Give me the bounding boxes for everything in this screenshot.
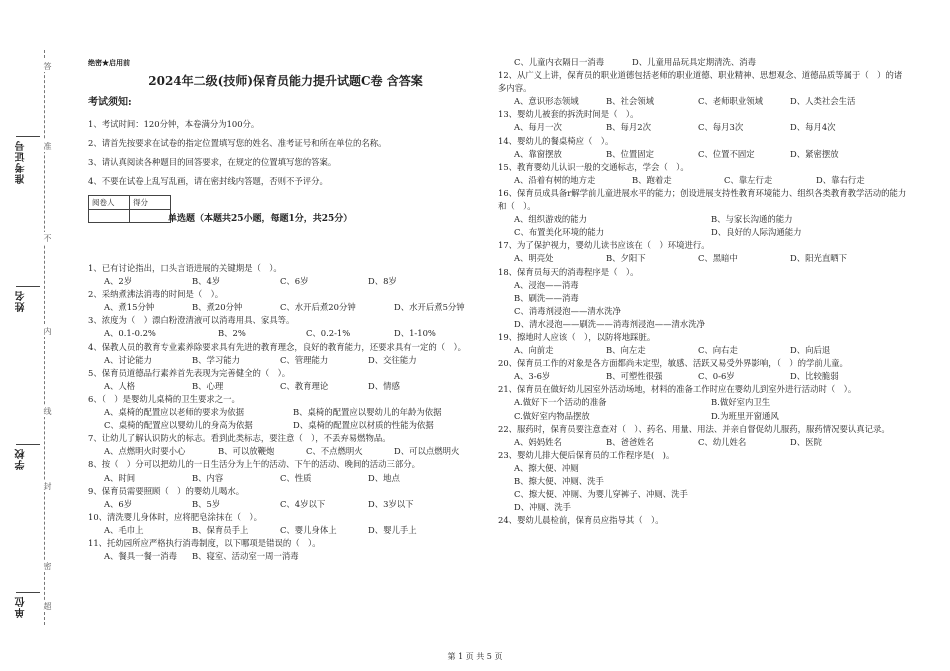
answer-option[interactable]: D、清水浸泡——刷洗——消毒剂浸泡——清水洗净 [514,318,705,329]
answer-option[interactable]: D、紧密摆放 [790,148,839,159]
answer-option[interactable]: A、明亮处 [514,253,554,264]
notice-heading: 考试须知: [88,97,132,109]
answer-option[interactable]: D、情感 [368,380,400,391]
exam-number-blank [16,136,40,137]
left-questions [88,262,483,563]
answer-option[interactable]: D、冲厕、洗手 [514,502,571,513]
answer-option[interactable]: D、医院 [790,436,822,447]
seal-char: 封 [43,482,52,490]
option-row [498,56,908,69]
score-input[interactable] [130,210,171,223]
score-box [88,195,171,223]
answer-option[interactable]: D、比较脆弱 [790,371,839,382]
seal-char: 密 [43,562,52,570]
notice-item: 1、考试时间：120分钟，本卷满分为100分。 [88,119,260,130]
name-label: 姓名 [16,290,27,312]
school-blank [16,444,40,445]
option-row [498,436,908,449]
question-stem: 15、教育婴幼儿认识一般的交通标志，学会（ ）。 [498,161,689,172]
notice-item: 4、不要在试卷上乱写乱画，请在密封线内答题，否则不予评分。 [88,176,328,187]
answer-option[interactable]: C、婴儿身体上 [280,524,337,535]
option-row [88,380,483,393]
option-row [88,327,483,340]
answer-option[interactable]: A、6岁 [104,498,133,509]
page-footer: 第 1 页 共 5 页 [447,652,503,661]
answer-option[interactable]: C、0-6岁 [698,371,735,382]
answer-option[interactable]: B、向左走 [606,345,646,356]
answer-option[interactable]: B、可以放鞭炮 [218,446,275,457]
answer-option[interactable]: B、爸爸姓名 [606,436,655,447]
question-stem: 6、（ ）是婴幼儿桌椅的卫生要求之一。 [88,393,240,404]
answer-option[interactable]: D、婴儿手上 [368,524,417,535]
answer-option[interactable]: C、靠左行走 [724,174,773,185]
answer-option[interactable]: A、毛巾上 [104,524,144,535]
answer-option[interactable]: C.做好室内物品摆放 [514,410,590,421]
answer-option[interactable]: D、交往能力 [368,354,417,365]
answer-option[interactable]: C、消毒剂浸泡——清水洗净 [514,305,621,316]
answer-option[interactable]: C、每月3次 [698,122,744,133]
answer-option[interactable]: D、桌椅的配置应以材质的性能为依据 [293,420,434,431]
answer-option[interactable]: B、桌椅的配置应以婴幼儿的年龄为依据 [293,407,442,418]
answer-option[interactable]: C、水开后煮20分钟 [280,302,356,313]
answer-option[interactable]: A.做好下一个活动的准备 [514,397,607,408]
answer-option[interactable]: A、擦大便、冲厕 [514,462,579,473]
question-stem: 8、按（ ）分可以把幼儿的一日生活分为上午的活动、下午的活动、晚间的活动三部分。 [88,459,420,470]
option-row [498,396,908,409]
question-stem: 1、已有讨论指出，口头言语进展的关键期是（ ）。 [88,263,282,273]
answer-option[interactable]: B、社会领域 [606,96,655,107]
answer-option[interactable]: D、1-10% [394,328,436,339]
answer-option[interactable]: B、与家长沟通的能力 [711,214,793,225]
question-stem: 23、婴幼儿排大便后保育员的工作程序是( )。 [498,449,675,460]
answer-option[interactable]: C、擦大便、冲厕、为婴儿穿裤子、冲厕、洗手 [514,489,688,500]
answer-option[interactable]: C、4岁以下 [280,498,326,509]
option-row [88,406,483,419]
question-stem: 7、让幼儿了解认识防火的标志。看到此类标志，要注意（ ），不丢弃易燃物品。 [88,433,391,444]
answer-option[interactable]: D、水开后煮5分钟 [394,302,465,313]
question-stem: 24、婴幼儿晨检前，保育员应指导其（ ）。 [498,515,664,526]
option-row [498,370,908,383]
question-stem: 21、保育员在做好幼儿园室外活动场地，材料的准备工作时应在婴幼儿到室外进行活动时（ ）。 [498,384,857,395]
answer-option[interactable]: C、位置不固定 [698,148,755,159]
question-stem: 11、托幼园所应严格执行消毒制度，以下哪项是错误的（ ）。 [88,537,321,548]
question-stem: 17、为了保护视力，婴幼儿读书应该在（ ）环境进行。 [498,240,710,251]
question-stem: 4、保教人员的教育专业素养除要求具有先进的教育理念，良好的教育能力，还要求具有一定的（ ）。 [88,341,467,352]
answer-option[interactable]: A、时间 [104,472,136,483]
option-row [88,445,483,458]
unit-label: 单位 [16,596,27,618]
answer-option[interactable]: A、餐具一餐一消毒 [104,551,178,562]
answer-option[interactable]: D、可以点燃明火 [394,446,460,457]
question-stem: 13、婴幼儿被套的拆洗时间是（ ）。 [498,109,639,120]
answer-option[interactable]: D、良好的人际沟通能力 [711,227,802,238]
question-stem: 16、保育员成具备r解学前儿童进展水平的能力；创设进展支持性教育环境能力、组织各类教育教学活动的能力和（ ）。 [498,187,907,212]
option-row [498,410,908,423]
answer-option[interactable]: A、讨论能力 [104,354,152,365]
option-row [498,252,908,265]
answer-option[interactable]: C、0.2-1% [306,328,351,339]
answer-option[interactable]: D、儿童用品玩具定期清洗、消毒 [632,57,756,67]
seal-sidebar [0,0,60,671]
answer-option[interactable]: B、夕阳下 [606,253,646,264]
seal-char: 内 [43,327,52,335]
answer-option[interactable]: C、性质 [280,472,312,483]
answer-option[interactable]: C、教育理论 [280,380,329,391]
question-stem: 14、婴幼儿的餐桌椅应（ ）。 [498,135,614,146]
option-row [498,226,908,239]
question-stem: 3、浓度为（ ）漂白粉澄清液可以消毒用具、家具等。 [88,315,295,326]
section-title: 单选题（本题共25小题，每题1分，共25分） [168,214,353,224]
exam-number-label: 准考证号 [16,140,27,184]
answer-option[interactable]: B、内容 [192,472,224,483]
answer-option[interactable]: B、寝室、活动室一周一消毒 [192,551,299,562]
answer-option[interactable]: A、桌椅的配置应以老师的要求为依据 [104,407,245,418]
option-row [88,472,483,485]
answer-option[interactable]: C、幼儿姓名 [698,436,747,447]
answer-option[interactable]: B、5岁 [192,498,221,509]
option-row [498,121,908,134]
answer-option[interactable]: B、心理 [192,380,224,391]
notice-item: 2、请首先按要求在试卷的指定位置填写您的姓名、准考证号和所在单位的名称。 [88,138,387,149]
answer-option[interactable]: B、保育员手上 [192,524,249,535]
answer-option[interactable]: B、每月2次 [606,122,651,133]
name-blank [16,286,40,287]
question-stem: 19、擦地时人应该（ ），以防将地踩脏。 [498,331,656,342]
answer-option[interactable]: D、靠右行走 [816,174,865,185]
answer-option[interactable]: A、3-6岁 [514,371,551,382]
option-row [498,148,908,161]
answer-option[interactable]: A、0.1-0.2% [104,328,156,339]
answer-option[interactable]: D、每月4次 [790,122,836,133]
answer-option[interactable]: A、每月一次 [514,122,562,133]
option-row [88,301,483,314]
option-row [498,213,908,226]
answer-option[interactable]: B、2% [218,328,246,339]
seal-char: 超 [43,602,52,610]
left-column [88,56,483,223]
answer-option[interactable]: D、3岁以下 [368,498,414,509]
answer-option[interactable]: B、擦大便、冲厕、洗手 [514,476,604,486]
answer-option[interactable]: A、意识形态领域 [514,96,579,107]
answer-option[interactable]: D、人类社会生活 [790,96,856,107]
answer-option[interactable]: C、桌椅的配置应以婴幼儿的身高为依据 [104,420,253,431]
answer-option[interactable]: A、煮15分钟 [104,302,155,313]
seal-char: 答 [43,62,52,70]
option-row [88,550,483,563]
answer-option[interactable]: D、地点 [368,472,400,483]
question-stem: 22、服药时，保育员要注意查对（ ）、药名、用量、用法、并亲自督促幼儿服药，服药情况要认真记录。 [498,423,890,434]
answer-option[interactable]: A、2岁 [104,276,133,287]
answer-option[interactable]: C、布置美化环境的能力 [514,227,605,238]
unit-blank [16,592,40,593]
seal-char: 准 [43,142,52,150]
answer-option[interactable]: A、点燃明火时要小心 [104,446,186,457]
answer-option[interactable]: C、管理能力 [280,354,329,365]
answer-option[interactable]: A、妈妈姓名 [514,436,562,447]
question-stem: 18、保育员每天的消毒程序是（ ）。 [498,266,639,277]
option-row [88,354,483,367]
answer-option[interactable]: C、黑暗中 [698,253,738,264]
option-row [88,524,483,537]
answer-option[interactable]: B、位置固定 [606,148,655,159]
option-row [498,344,908,357]
right-questions [498,56,908,527]
answer-option[interactable]: C、儿童内衣隔日一消毒 [514,57,605,67]
exam-title: 2024年二级(技师)保育员能力提升试题C卷 含答案 [148,74,423,89]
confidential-mark: 绝密★启用前 [88,58,130,67]
seal-char: 线 [43,407,52,415]
question-stem: 2、采纳煮沸法消毒的时间是（ ）。 [88,289,224,300]
answer-option[interactable]: B.做好室内卫生 [711,397,771,408]
option-row [88,275,483,288]
option-row [498,174,908,187]
score-cell: 得分 [130,196,171,210]
answer-option[interactable]: B、刷洗——消毒 [514,292,579,303]
school-label: 学校 [16,448,27,470]
answer-option[interactable]: C、向右走 [698,345,738,356]
answer-option[interactable]: D、阳光直晒下 [790,253,847,264]
answer-option[interactable]: C、不点燃明火 [306,446,363,457]
answer-option[interactable]: A、组织游戏的能力 [514,214,588,225]
answer-option[interactable]: C、老师职业领域 [698,96,764,107]
answer-option[interactable]: D、8岁 [368,276,397,287]
answer-option[interactable]: B、跑着走 [632,174,672,185]
option-row [88,498,483,511]
answer-option[interactable]: A、浸泡——消毒 [514,279,579,290]
answer-option[interactable]: D.为班里开窗通风 [711,410,779,421]
answer-option[interactable]: C、6岁 [280,276,309,287]
question-stem: 20、保育员工作的对象是各方面都尚未定型，敏感、活跃又易受外界影响，（ ）的学前儿童。 [498,358,848,369]
option-row [498,95,908,108]
notice-item: 3、请认真阅读各种题目的回答要求，在规定的位置填写您的答案。 [88,157,337,168]
seal-line [44,50,45,625]
answer-option[interactable]: B、学习能力 [192,354,241,365]
reviewer-input[interactable] [89,210,130,223]
answer-option[interactable]: A、沿着有树的地方走 [514,174,596,185]
answer-option[interactable]: D、向后退 [790,345,831,356]
reviewer-cell: 阅卷人 [89,196,130,210]
answer-option[interactable]: A、人格 [104,380,136,391]
option-row [88,419,483,432]
question-stem: 10、清洗婴儿身体时，应将肥皂涂抹在（ ）。 [88,511,262,522]
answer-option[interactable]: A、向前走 [514,345,554,356]
answer-option[interactable]: B、煮20分钟 [192,302,243,313]
question-stem: 9、保育员需要照顾（ ）的婴幼儿喝水。 [88,485,245,496]
answer-option[interactable]: A、靠窗摆放 [514,148,562,159]
seal-char: 不 [43,234,52,242]
answer-option[interactable]: B、4岁 [192,276,221,287]
question-stem: 12、从广义上讲，保育员的职业道德包括老师的职业道德、职业精神、思想观念、道德品质等属于（ ）的诸多内容。 [498,70,903,94]
answer-option[interactable]: B、可塑性很强 [606,371,663,382]
question-stem: 5、保育员道德品行素养首先表现为完善健全的（ ）。 [88,367,291,378]
